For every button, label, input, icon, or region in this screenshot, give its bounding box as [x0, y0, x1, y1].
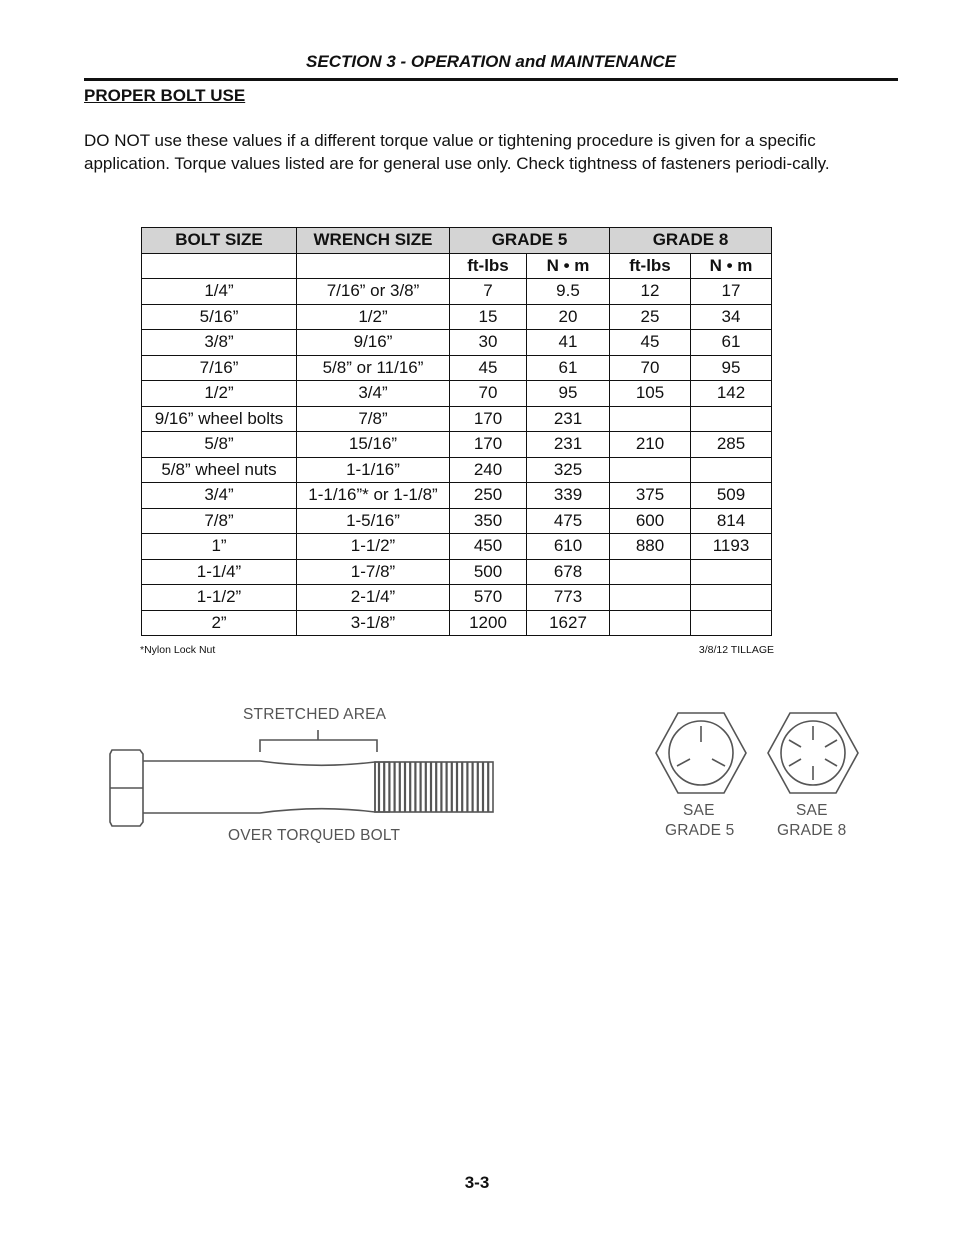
grade5-ftlbs-cell: 70 [450, 381, 527, 407]
wrench-size-cell: 1/2” [297, 304, 450, 330]
subheader-grade5-nm: N • m [527, 253, 610, 279]
grade5-ftlbs-cell: 30 [450, 330, 527, 356]
grade8-ftlbs-cell: 210 [610, 432, 691, 458]
grade8-nm-cell: 814 [691, 508, 772, 534]
footnote-nylon-lock-nut: *Nylon Lock Nut [140, 644, 216, 656]
wrench-size-cell: 3-1/8” [297, 610, 450, 636]
grade8-ftlbs-cell: 45 [610, 330, 691, 356]
sae-grade-8-icon [767, 712, 859, 794]
grade8-ftlbs-cell [610, 610, 691, 636]
table-row [142, 330, 772, 356]
sae-grade-8-label-line1: SAE [796, 802, 828, 819]
bolt-size-cell: 1-1/4” [142, 559, 297, 585]
bolt-size-cell: 1-1/2” [142, 585, 297, 611]
section-title: SECTION 3 - OPERATION and MAINTENANCE [306, 52, 676, 71]
grade5-nm-cell: 41 [527, 330, 610, 356]
grade5-nm-cell: 95 [527, 381, 610, 407]
table-row [142, 432, 772, 458]
grade5-ftlbs-cell: 45 [450, 355, 527, 381]
col-header-grade-5: GRADE 5 [450, 228, 610, 254]
stretched-area-label: STRETCHED AREA [243, 706, 387, 723]
table-row [142, 483, 772, 509]
bolt-size-cell: 3/8” [142, 330, 297, 356]
grade8-nm-cell [691, 610, 772, 636]
grade5-ftlbs-cell: 240 [450, 457, 527, 483]
bolt-size-cell: 1” [142, 534, 297, 560]
grade5-nm-cell: 678 [527, 559, 610, 585]
col-header-bolt-size: BOLT SIZE [142, 228, 297, 254]
grade5-nm-cell: 773 [527, 585, 610, 611]
grade8-ftlbs-cell: 880 [610, 534, 691, 560]
col-header-wrench-size: WRENCH SIZE [297, 228, 450, 254]
bolt-size-cell: 3/4” [142, 483, 297, 509]
sae-grade-5-label-line1: SAE [683, 802, 715, 819]
grade8-nm-cell [691, 406, 772, 432]
grade5-nm-cell: 231 [527, 406, 610, 432]
col-header-grade-8: GRADE 8 [610, 228, 772, 254]
grade8-nm-cell: 17 [691, 279, 772, 305]
grade8-nm-cell [691, 585, 772, 611]
table-row [142, 508, 772, 534]
grade8-ftlbs-cell [610, 457, 691, 483]
sae-grade-5-icon [655, 712, 747, 794]
grade8-nm-cell: 142 [691, 381, 772, 407]
table-header-row [142, 228, 772, 254]
table-subheader-row [142, 253, 772, 279]
grade8-nm-cell: 509 [691, 483, 772, 509]
table-row [142, 585, 772, 611]
grade5-nm-cell: 231 [527, 432, 610, 458]
grade5-nm-cell: 475 [527, 508, 610, 534]
grade8-ftlbs-cell: 375 [610, 483, 691, 509]
table-row [142, 559, 772, 585]
bolt-size-cell: 2” [142, 610, 297, 636]
grade5-ftlbs-cell: 350 [450, 508, 527, 534]
wrench-size-cell: 1-1/2” [297, 534, 450, 560]
bolt-size-cell: 7/8” [142, 508, 297, 534]
grade8-nm-cell: 285 [691, 432, 772, 458]
grade5-ftlbs-cell: 170 [450, 406, 527, 432]
sae-grade-5-label-line2: GRADE 5 [665, 822, 735, 839]
bolt-shank [143, 761, 390, 765]
bolt-size-cell: 5/8” wheel nuts [142, 457, 297, 483]
wrench-size-cell: 7/8” [297, 406, 450, 432]
table-row [142, 279, 772, 305]
subheader-cell [142, 253, 297, 279]
over-torqued-bolt-illustration [100, 730, 500, 830]
grade8-ftlbs-cell: 600 [610, 508, 691, 534]
grade5-nm-cell: 610 [527, 534, 610, 560]
grade5-ftlbs-cell: 250 [450, 483, 527, 509]
wrench-size-cell: 1-7/8” [297, 559, 450, 585]
wrench-size-cell: 7/16” or 3/8” [297, 279, 450, 305]
bolt-size-cell: 5/8” [142, 432, 297, 458]
torque-table [141, 227, 772, 636]
table-row [142, 457, 772, 483]
wrench-size-cell: 9/16” [297, 330, 450, 356]
wrench-size-cell: 1-1/16”* or 1-1/8” [297, 483, 450, 509]
wrench-size-cell: 15/16” [297, 432, 450, 458]
sae-grade-8-label-line2: GRADE 8 [777, 822, 847, 839]
grade5-nm-cell: 339 [527, 483, 610, 509]
subheader-grade5-ftlbs: ft-lbs [450, 253, 527, 279]
grade8-nm-cell: 1193 [691, 534, 772, 560]
page-number: 3-3 [464, 1173, 490, 1192]
subheader-grade8-ftlbs: ft-lbs [610, 253, 691, 279]
grade8-ftlbs-cell: 25 [610, 304, 691, 330]
table-body [142, 279, 772, 636]
header-rule [84, 78, 898, 81]
grade5-nm-cell: 325 [527, 457, 610, 483]
table-row [142, 534, 772, 560]
grade5-nm-cell: 9.5 [527, 279, 610, 305]
bolt-size-cell: 9/16” wheel bolts [142, 406, 297, 432]
grade8-ftlbs-cell: 105 [610, 381, 691, 407]
grade8-ftlbs-cell [610, 406, 691, 432]
bolt-threads [379, 762, 488, 812]
subheader-grade8-nm: N • m [691, 253, 772, 279]
grade5-ftlbs-cell: 15 [450, 304, 527, 330]
subheader-cell [297, 253, 450, 279]
grade8-nm-cell: 95 [691, 355, 772, 381]
grade5-nm-cell: 61 [527, 355, 610, 381]
grade5-ftlbs-cell: 170 [450, 432, 527, 458]
table-row [142, 381, 772, 407]
wrench-size-cell: 5/8” or 11/16” [297, 355, 450, 381]
table-row [142, 355, 772, 381]
grade5-ftlbs-cell: 570 [450, 585, 527, 611]
grade5-ftlbs-cell: 450 [450, 534, 527, 560]
grade5-ftlbs-cell: 500 [450, 559, 527, 585]
grade5-ftlbs-cell: 1200 [450, 610, 527, 636]
grade5-ftlbs-cell: 7 [450, 279, 527, 305]
wrench-size-cell: 3/4” [297, 381, 450, 407]
bolt-size-cell: 7/16” [142, 355, 297, 381]
over-torqued-bolt-label: OVER TORQUED BOLT [228, 827, 401, 844]
grade8-ftlbs-cell: 12 [610, 279, 691, 305]
grade8-ftlbs-cell [610, 559, 691, 585]
footnote-document-code: 3/8/12 TILLAGE [698, 644, 774, 656]
grade8-ftlbs-cell [610, 585, 691, 611]
table-row [142, 406, 772, 432]
grade8-nm-cell [691, 559, 772, 585]
page-heading: PROPER BOLT USE [84, 86, 246, 105]
wrench-size-cell: 2-1/4” [297, 585, 450, 611]
grade8-nm-cell: 34 [691, 304, 772, 330]
stretched-area-bracket [260, 730, 377, 752]
bolt-size-cell: 5/16” [142, 304, 297, 330]
bolt-size-cell: 1/2” [142, 381, 297, 407]
grade8-ftlbs-cell: 70 [610, 355, 691, 381]
grade8-nm-cell [691, 457, 772, 483]
table-row [142, 304, 772, 330]
bolt-size-cell: 1/4” [142, 279, 297, 305]
wrench-size-cell: 1-5/16” [297, 508, 450, 534]
grade5-nm-cell: 1627 [527, 610, 610, 636]
grade5-nm-cell: 20 [527, 304, 610, 330]
wrench-size-cell: 1-1/16” [297, 457, 450, 483]
table-row [142, 610, 772, 636]
intro-paragraph: DO NOT use these values if a different torque value or tightening procedure is given for a specific application. Torque values listed are for general use only. Check tightness of fasteners periodi-cally. [84, 131, 830, 173]
grade8-nm-cell: 61 [691, 330, 772, 356]
